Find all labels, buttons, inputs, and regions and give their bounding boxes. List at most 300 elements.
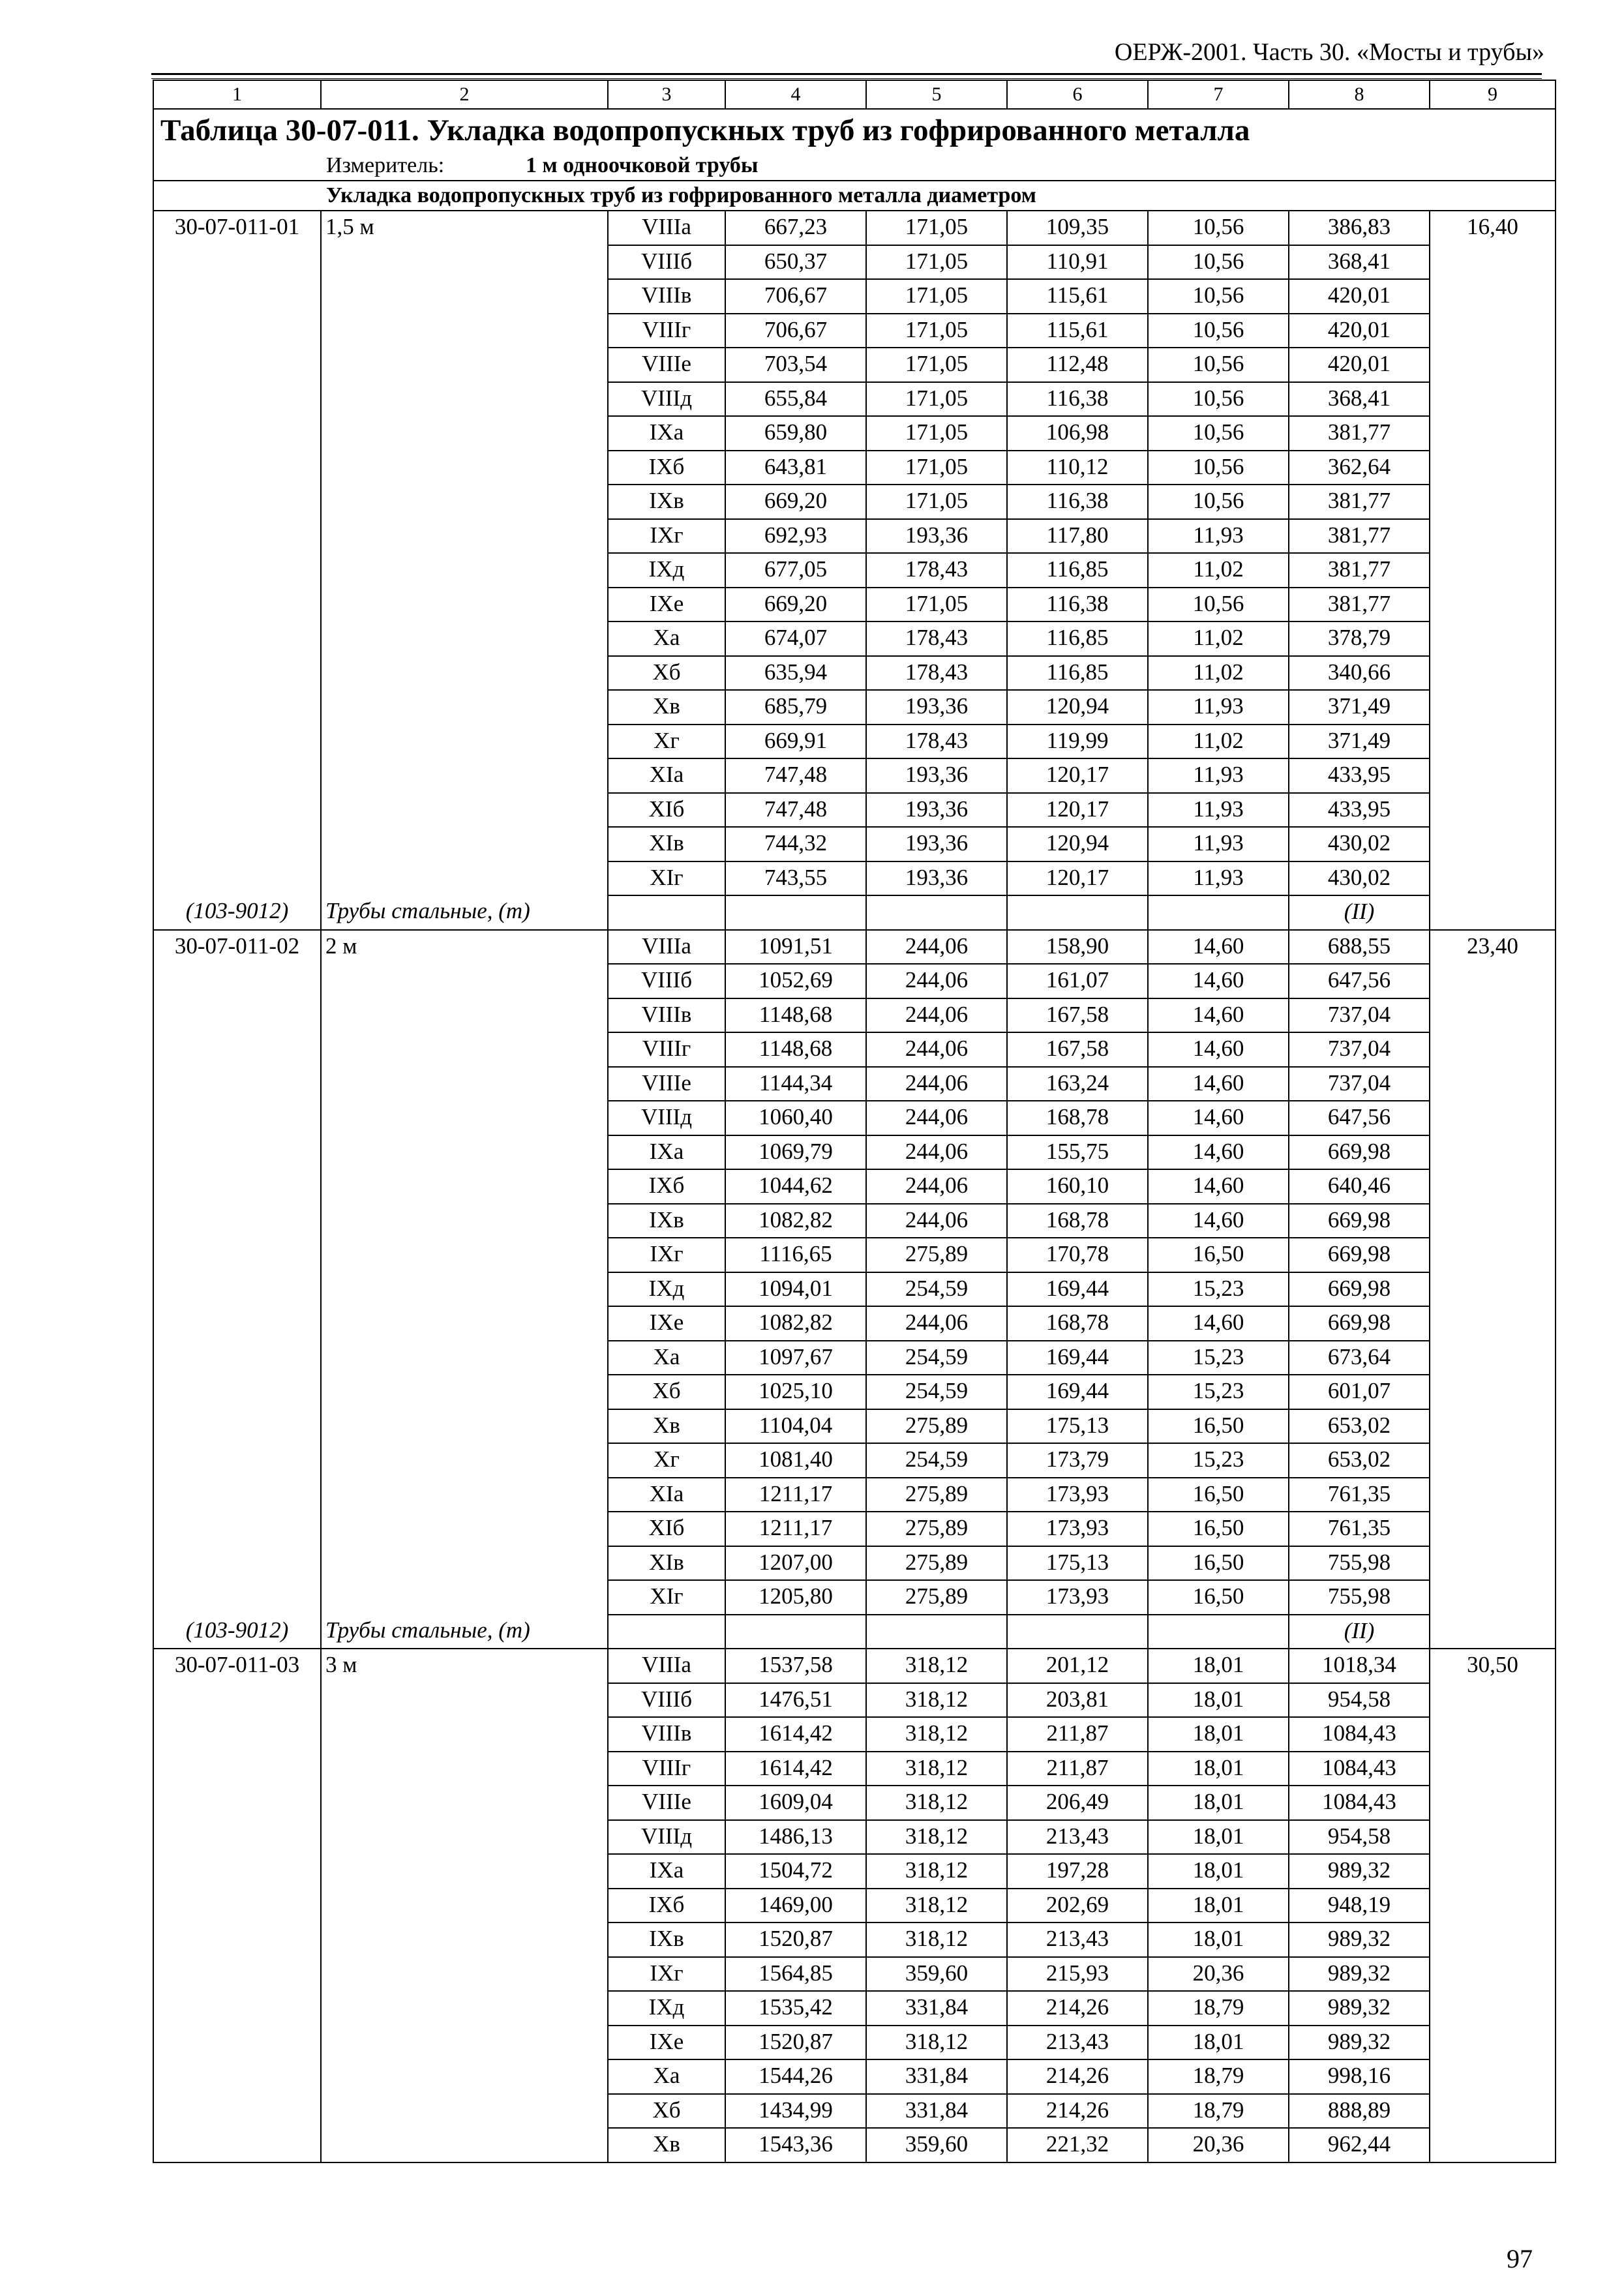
table-row xyxy=(153,1580,1556,1615)
table-row xyxy=(153,1546,1556,1581)
labor-cost: 318,12 xyxy=(866,1683,1007,1718)
zone-code: VIIIб xyxy=(608,1683,725,1718)
rate-code xyxy=(153,314,321,348)
table-row xyxy=(153,621,1556,656)
machine-cost: 116,85 xyxy=(1007,553,1148,588)
rate-code xyxy=(153,1752,321,1786)
material-cost: 954,58 xyxy=(1289,1820,1430,1855)
labor-cost: 318,12 xyxy=(866,1717,1007,1752)
rate-name xyxy=(321,656,608,691)
empty-cell xyxy=(1430,1615,1556,1649)
rate-code xyxy=(153,2094,321,2129)
labor-hours: 16,40 xyxy=(1430,211,1556,245)
zone-code: IXе xyxy=(608,588,725,622)
rate-code xyxy=(153,553,321,588)
labor-cost: 318,12 xyxy=(866,2026,1007,2060)
rate-code xyxy=(153,1580,321,1615)
material-cost: 1018,34 xyxy=(1289,1649,1430,1683)
labor-hours xyxy=(1430,2026,1556,2060)
table-title-row xyxy=(153,109,1556,151)
zone-code: VIIIд xyxy=(608,1101,725,1135)
zone-code: Xв xyxy=(608,1409,725,1444)
total-cost: 1094,01 xyxy=(725,1272,866,1307)
table-row xyxy=(153,1957,1556,1992)
rate-name xyxy=(321,2094,608,2129)
table-row xyxy=(153,2128,1556,2162)
empty-cell xyxy=(608,1615,725,1649)
labor-hours xyxy=(1430,621,1556,656)
table-row xyxy=(153,964,1556,998)
table-row xyxy=(153,1512,1556,1546)
labor-cost: 331,84 xyxy=(866,2059,1007,2094)
machine-cost: 211,87 xyxy=(1007,1752,1148,1786)
machine-cost: 214,26 xyxy=(1007,2059,1148,2094)
resource-value: (II) xyxy=(1289,1615,1430,1649)
rates-table-body xyxy=(153,80,1556,2162)
machinist-cost: 16,50 xyxy=(1148,1546,1289,1581)
table-row xyxy=(153,451,1556,485)
machinist-cost: 20,36 xyxy=(1148,1957,1289,1992)
material-cost: 420,01 xyxy=(1289,279,1430,314)
machinist-cost: 18,01 xyxy=(1148,1786,1289,1820)
labor-hours xyxy=(1430,758,1556,793)
material-cost: 420,01 xyxy=(1289,314,1430,348)
machinist-cost: 10,56 xyxy=(1148,211,1289,245)
rate-code xyxy=(153,1820,321,1855)
table-row xyxy=(153,1032,1556,1067)
labor-hours xyxy=(1430,2094,1556,2129)
labor-cost: 171,05 xyxy=(866,279,1007,314)
rate-name xyxy=(321,1306,608,1341)
labor-hours xyxy=(1430,861,1556,896)
rate-name xyxy=(321,588,608,622)
machinist-cost: 20,36 xyxy=(1148,2128,1289,2162)
rate-code xyxy=(153,485,321,519)
rate-code xyxy=(153,1991,321,2026)
machine-cost: 168,78 xyxy=(1007,1306,1148,1341)
machinist-cost: 16,50 xyxy=(1148,1409,1289,1444)
total-cost: 1104,04 xyxy=(725,1409,866,1444)
machine-cost: 201,12 xyxy=(1007,1649,1148,1683)
machine-cost: 203,81 xyxy=(1007,1683,1148,1718)
machine-cost: 115,61 xyxy=(1007,279,1148,314)
total-cost: 1434,99 xyxy=(725,2094,866,2129)
material-cost: 430,02 xyxy=(1289,861,1430,896)
machine-cost: 167,58 xyxy=(1007,1032,1148,1067)
labor-hours xyxy=(1430,1375,1556,1409)
material-cost: 371,49 xyxy=(1289,725,1430,759)
machine-cost: 115,61 xyxy=(1007,314,1148,348)
total-cost: 1476,51 xyxy=(725,1683,866,1718)
table-row xyxy=(153,314,1556,348)
rate-code xyxy=(153,1854,321,1889)
zone-code: VIIIг xyxy=(608,1752,725,1786)
labor-cost: 318,12 xyxy=(866,1854,1007,1889)
machinist-cost: 10,56 xyxy=(1148,382,1289,417)
material-cost: 420,01 xyxy=(1289,348,1430,382)
total-cost: 669,20 xyxy=(725,588,866,622)
labor-hours xyxy=(1430,314,1556,348)
labor-hours xyxy=(1430,1306,1556,1341)
zone-code: Xг xyxy=(608,1443,725,1478)
material-cost: 989,32 xyxy=(1289,1922,1430,1957)
total-cost: 669,20 xyxy=(725,485,866,519)
labor-cost: 244,06 xyxy=(866,998,1007,1033)
total-cost: 1537,58 xyxy=(725,1649,866,1683)
material-cost: 989,32 xyxy=(1289,2026,1430,2060)
total-cost: 1148,68 xyxy=(725,1032,866,1067)
machine-cost: 173,93 xyxy=(1007,1580,1148,1615)
page-number: 97 xyxy=(1507,2244,1533,2273)
total-cost: 1520,87 xyxy=(725,1922,866,1957)
rate-name xyxy=(321,1957,608,1992)
rate-name xyxy=(321,621,608,656)
rate-code xyxy=(153,1957,321,1992)
total-cost: 703,54 xyxy=(725,348,866,382)
zone-code: Xб xyxy=(608,656,725,691)
zone-code: IXа xyxy=(608,416,725,451)
zone-code: VIIIе xyxy=(608,348,725,382)
labor-hours xyxy=(1430,827,1556,861)
rate-code xyxy=(153,1889,321,1923)
zone-code: VIIIе xyxy=(608,1786,725,1820)
resource-row xyxy=(153,1615,1556,1649)
material-cost: 998,16 xyxy=(1289,2059,1430,2094)
labor-hours xyxy=(1430,1889,1556,1923)
total-cost: 1614,42 xyxy=(725,1752,866,1786)
rate-name xyxy=(321,725,608,759)
empty-cell xyxy=(866,895,1007,930)
rate-name xyxy=(321,1409,608,1444)
rate-code xyxy=(153,519,321,554)
machinist-cost: 18,79 xyxy=(1148,2094,1289,2129)
rate-code xyxy=(153,1512,321,1546)
material-cost: 653,02 xyxy=(1289,1443,1430,1478)
labor-hours xyxy=(1430,1546,1556,1581)
table-row xyxy=(153,245,1556,280)
rate-code xyxy=(153,1067,321,1101)
rate-name xyxy=(321,348,608,382)
rate-code xyxy=(153,1204,321,1238)
machinist-cost: 10,56 xyxy=(1148,451,1289,485)
machine-cost: 116,38 xyxy=(1007,588,1148,622)
rate-code xyxy=(153,1032,321,1067)
zone-code: IXб xyxy=(608,451,725,485)
total-cost: 1486,13 xyxy=(725,1820,866,1855)
labor-cost: 171,05 xyxy=(866,416,1007,451)
material-cost: 888,89 xyxy=(1289,2094,1430,2129)
labor-cost: 244,06 xyxy=(866,1204,1007,1238)
total-cost: 1044,62 xyxy=(725,1169,866,1204)
total-cost: 1211,17 xyxy=(725,1478,866,1512)
labor-hours xyxy=(1430,553,1556,588)
machine-cost: 173,93 xyxy=(1007,1478,1148,1512)
rate-name xyxy=(321,1752,608,1786)
table-row xyxy=(153,519,1556,554)
total-cost: 1609,04 xyxy=(725,1786,866,1820)
machinist-cost: 10,56 xyxy=(1148,485,1289,519)
rate-name xyxy=(321,553,608,588)
labor-hours xyxy=(1430,1957,1556,1992)
rate-name xyxy=(321,2128,608,2162)
material-cost: 381,77 xyxy=(1289,553,1430,588)
material-cost: 647,56 xyxy=(1289,1101,1430,1135)
labor-cost: 193,36 xyxy=(866,861,1007,896)
labor-cost: 254,59 xyxy=(866,1272,1007,1307)
rate-code xyxy=(153,861,321,896)
labor-hours xyxy=(1430,1067,1556,1101)
total-cost: 1082,82 xyxy=(725,1204,866,1238)
machinist-cost: 14,60 xyxy=(1148,1204,1289,1238)
machinist-cost: 16,50 xyxy=(1148,1580,1289,1615)
material-cost: 386,83 xyxy=(1289,211,1430,245)
labor-cost: 359,60 xyxy=(866,2128,1007,2162)
machinist-cost: 16,50 xyxy=(1148,1238,1289,1272)
table-row xyxy=(153,1169,1556,1204)
machinist-cost: 14,60 xyxy=(1148,930,1289,965)
machinist-cost: 11,93 xyxy=(1148,827,1289,861)
rate-name xyxy=(321,793,608,828)
zone-code: VIIIг xyxy=(608,1032,725,1067)
table-row xyxy=(153,416,1556,451)
rate-name xyxy=(321,1443,608,1478)
machine-cost: 213,43 xyxy=(1007,2026,1148,2060)
rate-name xyxy=(321,1135,608,1170)
machinist-cost: 10,56 xyxy=(1148,279,1289,314)
table-row xyxy=(153,1786,1556,1820)
rate-code xyxy=(153,1786,321,1820)
labor-hours xyxy=(1430,1135,1556,1170)
machinist-cost: 11,93 xyxy=(1148,758,1289,793)
labor-cost: 254,59 xyxy=(866,1443,1007,1478)
table-row xyxy=(153,1717,1556,1752)
units-value: 1 м одноочковой трубы xyxy=(526,153,759,177)
rate-name xyxy=(321,1717,608,1752)
zone-code: XIв xyxy=(608,827,725,861)
labor-hours xyxy=(1430,451,1556,485)
labor-hours: 30,50 xyxy=(1430,1649,1556,1683)
total-cost: 1081,40 xyxy=(725,1443,866,1478)
empty-cell xyxy=(1430,895,1556,930)
rate-code xyxy=(153,621,321,656)
rate-name xyxy=(321,1272,608,1307)
zone-code: IXб xyxy=(608,1169,725,1204)
machinist-cost: 18,01 xyxy=(1148,1717,1289,1752)
total-cost: 677,05 xyxy=(725,553,866,588)
material-cost: 430,02 xyxy=(1289,827,1430,861)
column-number: 2 xyxy=(321,80,608,109)
machine-cost: 169,44 xyxy=(1007,1341,1148,1375)
rate-code xyxy=(153,451,321,485)
machinist-cost: 10,56 xyxy=(1148,245,1289,280)
zone-code: XIа xyxy=(608,1478,725,1512)
labor-cost: 244,06 xyxy=(866,1135,1007,1170)
labor-cost: 275,89 xyxy=(866,1546,1007,1581)
table-row xyxy=(153,1272,1556,1307)
labor-hours xyxy=(1430,1854,1556,1889)
rates-table xyxy=(153,80,1556,2163)
rate-name xyxy=(321,245,608,280)
labor-cost: 318,12 xyxy=(866,1786,1007,1820)
total-cost: 1520,87 xyxy=(725,2026,866,2060)
machinist-cost: 18,01 xyxy=(1148,1820,1289,1855)
rate-code xyxy=(153,588,321,622)
zone-code: VIIIа xyxy=(608,1649,725,1683)
material-cost: 954,58 xyxy=(1289,1683,1430,1718)
total-cost: 1544,26 xyxy=(725,2059,866,2094)
table-row xyxy=(153,1443,1556,1478)
labor-cost: 178,43 xyxy=(866,621,1007,656)
labor-hours xyxy=(1430,1683,1556,1718)
table-row xyxy=(153,827,1556,861)
zone-code: IXд xyxy=(608,553,725,588)
table-row xyxy=(153,1752,1556,1786)
rate-name xyxy=(321,1238,608,1272)
machinist-cost: 14,60 xyxy=(1148,1067,1289,1101)
zone-code: VIIIб xyxy=(608,964,725,998)
material-cost: 989,32 xyxy=(1289,1957,1430,1992)
rate-name xyxy=(321,1169,608,1204)
zone-code: IXв xyxy=(608,1922,725,1957)
rate-code xyxy=(153,656,321,691)
machine-cost: 167,58 xyxy=(1007,998,1148,1033)
labor-cost: 331,84 xyxy=(866,2094,1007,2129)
rate-code xyxy=(153,758,321,793)
labor-hours xyxy=(1430,245,1556,280)
labor-cost: 171,05 xyxy=(866,245,1007,280)
total-cost: 674,07 xyxy=(725,621,866,656)
labor-cost: 275,89 xyxy=(866,1512,1007,1546)
total-cost: 1207,00 xyxy=(725,1546,866,1581)
total-cost: 743,55 xyxy=(725,861,866,896)
table-row xyxy=(153,1409,1556,1444)
labor-cost: 275,89 xyxy=(866,1238,1007,1272)
rate-name xyxy=(321,1889,608,1923)
labor-cost: 171,05 xyxy=(866,382,1007,417)
total-cost: 1205,80 xyxy=(725,1580,866,1615)
table-row xyxy=(153,1375,1556,1409)
material-cost: 989,32 xyxy=(1289,1854,1430,1889)
table-row xyxy=(153,553,1556,588)
rate-name xyxy=(321,416,608,451)
machine-cost: 120,17 xyxy=(1007,758,1148,793)
labor-cost: 244,06 xyxy=(866,1101,1007,1135)
machine-cost: 169,44 xyxy=(1007,1375,1148,1409)
total-cost: 1148,68 xyxy=(725,998,866,1033)
machine-cost: 173,93 xyxy=(1007,1512,1148,1546)
material-cost: 340,66 xyxy=(1289,656,1430,691)
labor-cost: 178,43 xyxy=(866,725,1007,759)
rate-code xyxy=(153,1683,321,1718)
labor-hours xyxy=(1430,1443,1556,1478)
zone-code: VIIIб xyxy=(608,245,725,280)
empty-cell xyxy=(866,1615,1007,1649)
column-number: 7 xyxy=(1148,80,1289,109)
machinist-cost: 11,02 xyxy=(1148,553,1289,588)
material-cost: 755,98 xyxy=(1289,1546,1430,1581)
table-row xyxy=(153,1991,1556,2026)
zone-code: Xг xyxy=(608,725,725,759)
machine-cost: 158,90 xyxy=(1007,930,1148,965)
table-row xyxy=(153,1306,1556,1341)
machinist-cost: 14,60 xyxy=(1148,998,1289,1033)
table-row xyxy=(153,382,1556,417)
column-number: 1 xyxy=(153,80,321,109)
total-cost: 747,48 xyxy=(725,758,866,793)
labor-hours xyxy=(1430,1478,1556,1512)
rate-code xyxy=(153,690,321,725)
labor-hours xyxy=(1430,1580,1556,1615)
rate-name xyxy=(321,382,608,417)
total-cost: 1116,65 xyxy=(725,1238,866,1272)
labor-cost: 171,05 xyxy=(866,314,1007,348)
zone-code: XIг xyxy=(608,861,725,896)
zone-code: Xв xyxy=(608,2128,725,2162)
material-cost: 669,98 xyxy=(1289,1272,1430,1307)
table-row xyxy=(153,588,1556,622)
zone-code: XIг xyxy=(608,1580,725,1615)
rate-code xyxy=(153,1922,321,1957)
total-cost: 747,48 xyxy=(725,793,866,828)
rate-name xyxy=(321,1067,608,1101)
machinist-cost: 11,02 xyxy=(1148,621,1289,656)
machine-cost: 106,98 xyxy=(1007,416,1148,451)
total-cost: 1052,69 xyxy=(725,964,866,998)
rate-name xyxy=(321,1854,608,1889)
rate-name xyxy=(321,758,608,793)
table-row xyxy=(153,758,1556,793)
rate-name: 2 м xyxy=(321,930,608,965)
zone-code: VIIIе xyxy=(608,1067,725,1101)
rate-name xyxy=(321,1101,608,1135)
material-cost: 368,41 xyxy=(1289,245,1430,280)
rate-code xyxy=(153,1341,321,1375)
table-row xyxy=(153,1238,1556,1272)
table-row xyxy=(153,690,1556,725)
resource-value: (II) xyxy=(1289,895,1430,930)
labor-hours xyxy=(1430,964,1556,998)
machine-cost: 214,26 xyxy=(1007,2094,1148,2129)
rate-code xyxy=(153,2059,321,2094)
machine-cost: 168,78 xyxy=(1007,1101,1148,1135)
column-number: 5 xyxy=(866,80,1007,109)
labor-cost: 318,12 xyxy=(866,1752,1007,1786)
rate-name xyxy=(321,964,608,998)
rate-code xyxy=(153,1443,321,1478)
empty-cell xyxy=(1007,895,1148,930)
material-cost: 371,49 xyxy=(1289,690,1430,725)
labor-cost: 244,06 xyxy=(866,1032,1007,1067)
column-number: 6 xyxy=(1007,80,1148,109)
machinist-cost: 14,60 xyxy=(1148,1135,1289,1170)
material-cost: 1084,43 xyxy=(1289,1752,1430,1786)
empty-cell xyxy=(1148,1615,1289,1649)
labor-cost: 193,36 xyxy=(866,793,1007,828)
rate-code: 30-07-011-02 xyxy=(153,930,321,965)
labor-hours xyxy=(1430,1922,1556,1957)
rate-code xyxy=(153,1375,321,1409)
material-cost: 669,98 xyxy=(1289,1306,1430,1341)
table-row xyxy=(153,793,1556,828)
resource-code: (103-9012) xyxy=(153,1615,321,1649)
rate-name xyxy=(321,1204,608,1238)
material-cost: 669,98 xyxy=(1289,1238,1430,1272)
units-cell xyxy=(153,151,1556,181)
column-number: 4 xyxy=(725,80,866,109)
total-cost: 1535,42 xyxy=(725,1991,866,2026)
rate-code xyxy=(153,382,321,417)
machine-cost: 120,17 xyxy=(1007,793,1148,828)
